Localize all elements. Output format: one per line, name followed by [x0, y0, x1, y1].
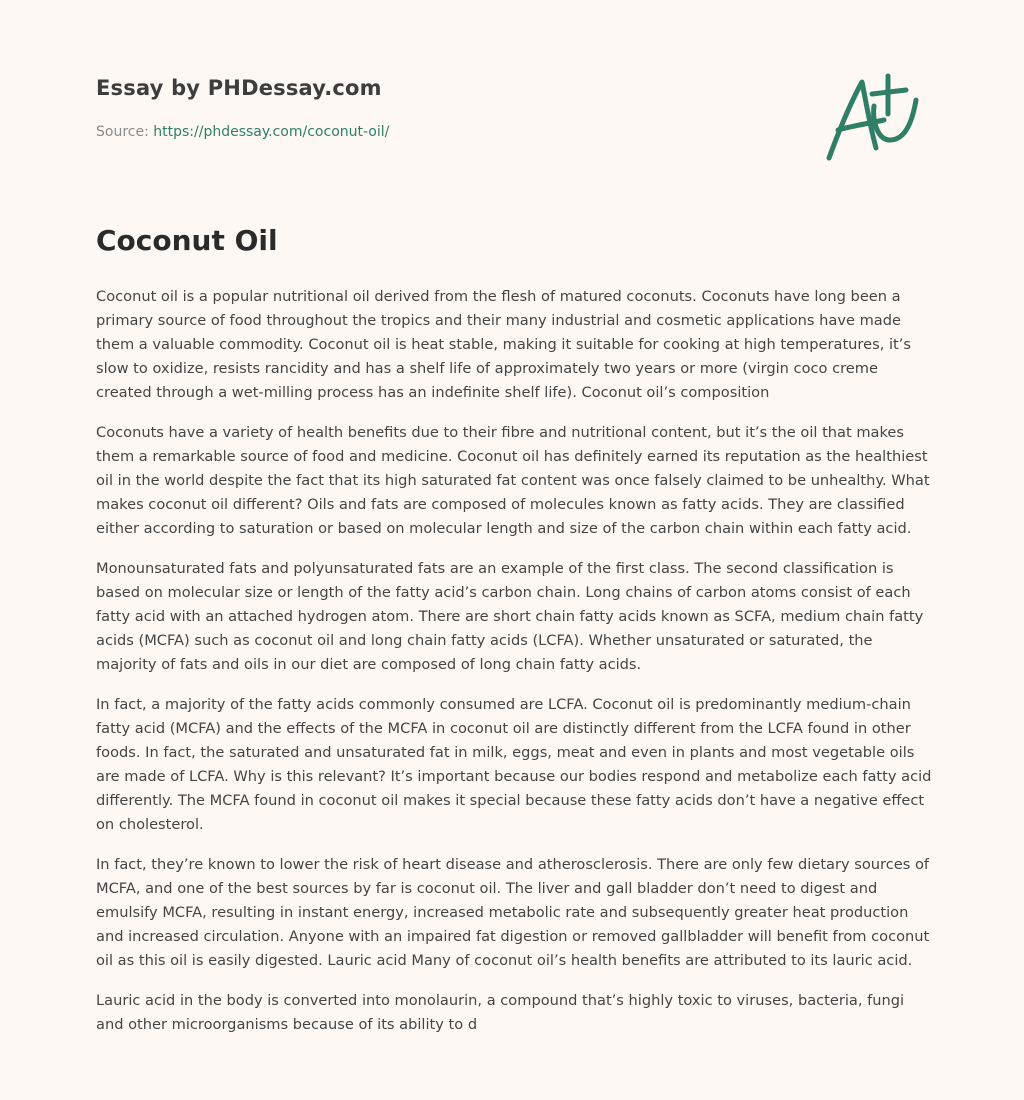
a-plus-logo	[826, 70, 926, 162]
source-link[interactable]: https://phdessay.com/coconut-oil/	[153, 124, 390, 140]
essay-paragraph: In fact, a majority of the fatty acids commonly consumed are LCFA. Coconut oil is predominantly medium-chain fatty acid (MCFA) and the effects of the MCFA in coconut oil are distinctly different from the LCFA found in other foods. In fact, the saturated and unsaturated fat in milk, eggs, meat and even in plants and most vegetable oils are made of LCFA. Why is this relevant? It’s important because our bodies respond and metabolize each fatty acid differently. The MCFA found in coconut oil makes it special because these fatty acids don’t have a negative effect on cholesterol.	[96, 696, 932, 833]
essay-paragraph: In fact, they’re known to lower the risk of heart disease and atherosclerosis. There are only few dietary sources of MCFA, and one of the best sources by far is coconut oil. The liver and gall bladder don’t need to digest and emulsify MCFA, resulting in instant energy, increased metabolic rate and subsequently greater heat production and increased circulation. Anyone with an impaired fat digestion or removed gallbladder will benefit from coconut oil as this oil is easily digested. Lauric acid Many of coconut oil’s health benefits are attributed to its lauric acid.	[96, 856, 930, 969]
source-label: Source:	[96, 124, 154, 140]
essay-paragraph: Lauric acid in the body is converted into monolaurin, a compound that’s highly toxic to viruses, bacteria, fungi and other microorganisms because of its ability to d	[96, 992, 905, 1033]
essay-paragraph: Coconut oil is a popular nutritional oil derived from the flesh of matured coconuts. Coconuts have long been a primary source of food throughout the tropics and their many industrial and cosmetic applications have made them a valuable commodity. Coconut oil is heat stable, making it suitable for cooking at high temperatures, it’s slow to oxidize, resists rancidity and has a shelf life of approximately two years or more (virgin coco creme created through a wet-milling process has an indefinite shelf life). Coconut oil’s composition	[96, 288, 911, 401]
essay-body	[96, 285, 934, 1053]
essay-paragraph: Monounsaturated fats and polyunsaturated fats are an example of the first class. The second classification is based on molecular size or length of the fatty acid’s carbon chain. Long chains of carbon atoms consist of each fatty acid with an attached hydrogen atom. There are short chain fatty acids known as SCFA, medium chain fatty acids (MCFA) such as coconut oil and long chain fatty acids (LCFA). Whether unsaturated or saturated, the majority of fats and oils in our diet are composed of long chain fatty acids.	[96, 560, 924, 673]
essay-title: Coconut Oil	[96, 224, 278, 257]
essay-paragraph: Coconuts have a variety of health benefits due to their fibre and nutritional content, but it’s the oil that makes them a remarkable source of food and medicine. Coconut oil has definitely earned its reputation as the healthiest oil in the world despite the fact that its high saturated fat content was once falsely claimed to be unhealthy. What makes coconut oil different? Oils and fats are composed of molecules known as fatty acids. They are classified either according to saturation or based on molecular length and size of the carbon chain within each fatty acid.	[96, 424, 930, 537]
source-line	[96, 124, 389, 140]
site-title: Essay by PHDessay.com	[96, 76, 382, 100]
